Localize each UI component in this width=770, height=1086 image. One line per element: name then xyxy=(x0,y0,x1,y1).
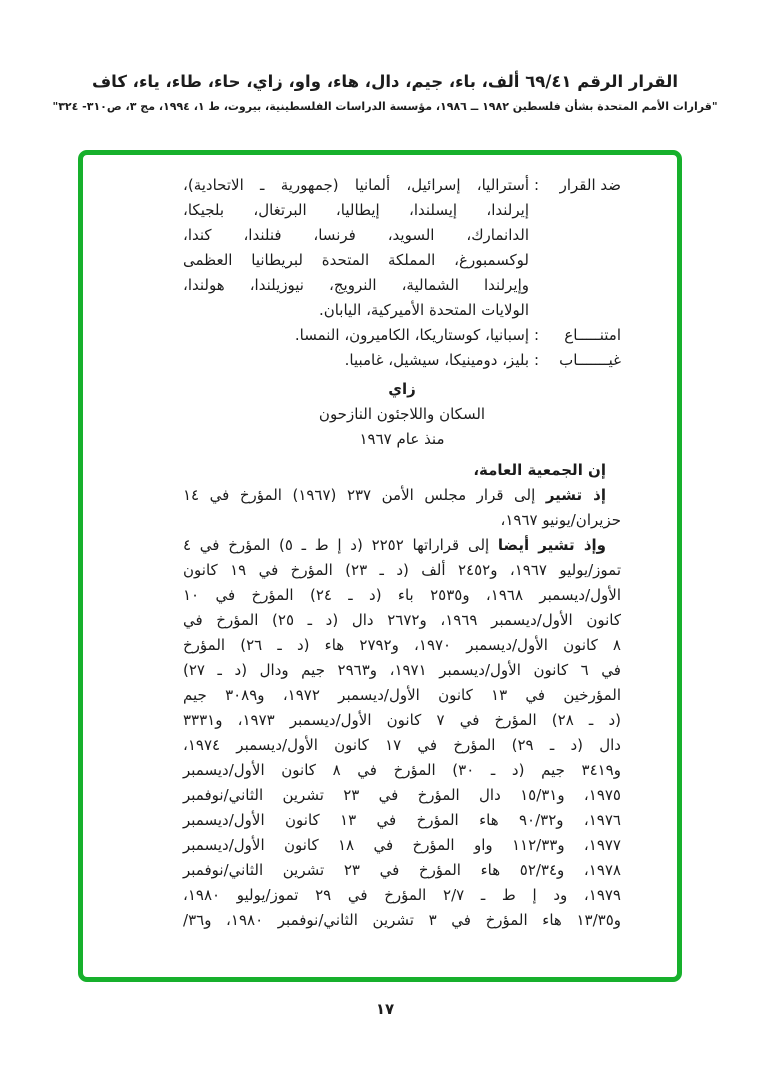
text-line: المؤرخين في ١٣ كانون الأول/ديسمبر ١٩٧٢، و٣٠٨٩ جيم xyxy=(183,686,621,704)
document-header xyxy=(0,72,770,113)
text-line: (د ـ ٢٨) المؤرخ في ٧ كانون الأول/ديسمبر ١٩٧٣، و٣٣٣١ xyxy=(183,711,622,729)
vote-label-abstain xyxy=(529,323,621,348)
text-line: لوكسمبورغ، المملكة المتحدة لبريطانيا العظمى xyxy=(183,251,529,269)
vote-label-text: امتنـــــاع xyxy=(564,326,621,344)
paragraph-first-line xyxy=(183,533,621,558)
text-line: بليز، دومينيكا، سيشيل، غامبيا. xyxy=(344,351,529,369)
lead-phrase: وإذ تشير أيضا xyxy=(497,536,606,554)
text-line: ٨ كانون الأول/ديسمبر ١٩٧٠، و٢٧٩٢ هاء (د ـ ٢٦) المؤرخ xyxy=(183,636,621,654)
vote-country-lines-abstain xyxy=(183,323,529,348)
vote-label-colon: : xyxy=(534,176,540,194)
vote-label-absent xyxy=(529,348,621,373)
text-line: ١٩٧٥، و١٥/٣١ دال المؤرخ في ٢٣ تشرين الثاني/نوفمبر xyxy=(183,786,621,804)
paragraph-recalling-also xyxy=(183,533,621,933)
text-line: ١٩٧٨، و٥٢/٣٤ هاء المؤرخ في ٢٣ تشرين الثاني/نوفمبر xyxy=(183,861,621,879)
resolution-text xyxy=(83,155,677,977)
section-subtitle: منذ عام ١٩٦٧ xyxy=(359,430,445,448)
text-line: وإيرلندا الشمالية، النرويج، نيوزيلندا، هولندا، xyxy=(183,276,529,294)
lead-phrase: إذ تشير xyxy=(545,486,606,504)
page-number: ١٧ xyxy=(375,1000,395,1018)
vote-row-abstain xyxy=(183,323,621,348)
first-line-rest: إلى قرار مجلس الأمن ٢٣٧ (١٩٦٧) المؤرخ في ١٤ xyxy=(183,486,536,504)
vote-label-text: غيـــــــاب xyxy=(559,351,621,369)
vote-label-text: ضد القرار xyxy=(559,176,621,194)
text-line: تموز/يوليو ١٩٦٧، و٢٤٥٢ ألف (د ـ ٢٣) المؤرخ في ١٩ كانون xyxy=(183,561,622,579)
first-line-rest: إلى قراراتها ٢٢٥٢ (د إ ط ـ ٥) المؤرخ في ٤ xyxy=(183,536,490,554)
section-title: السكان واللاجئون النازحون xyxy=(318,405,486,423)
text-line: ١٩٧٩، ود إ ط ـ ٢/٧ المؤرخ في ٢٩ تموز/يوليو ١٩٨٠، xyxy=(183,886,621,904)
text-line: ١٩٧٦، و٩٠/٣٢ هاء المؤرخ في ١٣ كانون الأول/ديسمبر xyxy=(183,811,621,829)
resolution-box xyxy=(78,150,682,982)
preamble-opening: إن الجمعية العامة، xyxy=(473,461,606,479)
paragraph-recalling xyxy=(183,483,621,533)
text-line: و٣٤١٩ جيم (د ـ ٣٠) المؤرخ في ٨ كانون الأول/ديسمبر xyxy=(183,761,621,779)
paragraph-first-line xyxy=(183,483,621,508)
vote-label-colon: : xyxy=(534,326,540,344)
vote-country-lines-absent xyxy=(183,348,529,373)
vote-label-colon: : xyxy=(534,351,540,369)
text-line: أستراليا، إسرائيل، ألمانيا (جمهورية ـ الاتحادية)، xyxy=(183,176,529,194)
vote-country-lines-against xyxy=(183,173,529,323)
vote-row-absent xyxy=(183,348,621,373)
paragraph-lines xyxy=(183,508,621,533)
vote-label-against xyxy=(529,173,621,198)
text-line: الولايات المتحدة الأميركية، اليابان. xyxy=(318,301,529,319)
text-line: الدانمارك، السويد، فرنسا، فنلندا، كندا، xyxy=(183,226,529,244)
text-line: حزيران/يونيو ١٩٦٧، xyxy=(500,511,621,529)
text-line: إيرلندا، إيسلندا، إيطاليا، البرتغال، بلجيكا، xyxy=(183,201,529,219)
text-line: الأول/ديسمبر ١٩٦٨، و٢٥٣٥ باء (د ـ ٢٤) المؤرخ في ١٠ xyxy=(183,586,622,604)
source-citation: "قرارات الأمم المتحدة بشأن فلسطين ١٩٨٢ ــ ١٩٨٦، مؤسسة الدراسات الفلسطينية، بيروت، ط ١، ١٩٩٤، مج ٣، ص٣١٠- ٣٢٤" xyxy=(52,99,718,113)
text-line: إسبانيا، كوستاريكا، الكاميرون، النمسا. xyxy=(294,326,529,344)
text-line: ١٩٧٧، و١١٢/٣٣ واو المؤرخ في ١٨ كانون الأول/ديسمبر xyxy=(183,836,621,854)
resolution-title: القرار الرقم ٦٩/٤١ ألف، باء، جيم، دال، هاء، واو، زاي، حاء، طاء، ياء، كاف xyxy=(91,72,678,91)
paragraph-lines xyxy=(183,558,621,933)
text-line: دال (د ـ ٢٩) المؤرخ في ١٧ كانون الأول/ديسمبر ١٩٧٤، xyxy=(183,736,621,754)
text-line: في ٦ كانون الأول/ديسمبر ١٩٧١، و٢٩٦٣ جيم ودال (د ـ ٢٧) xyxy=(183,661,621,679)
text-line: كانون الأول/ديسمبر ١٩٦٩، و٢٦٧٢ دال (د ـ ٢٥) المؤرخ في xyxy=(183,611,621,629)
text-line: و١٣/٣٥ هاء المؤرخ في ٣ تشرين الثاني/نوفمبر ١٩٨٠، و٣٦/ xyxy=(183,911,621,929)
section-letter: زاي xyxy=(388,380,416,398)
vote-row-against xyxy=(183,173,621,323)
